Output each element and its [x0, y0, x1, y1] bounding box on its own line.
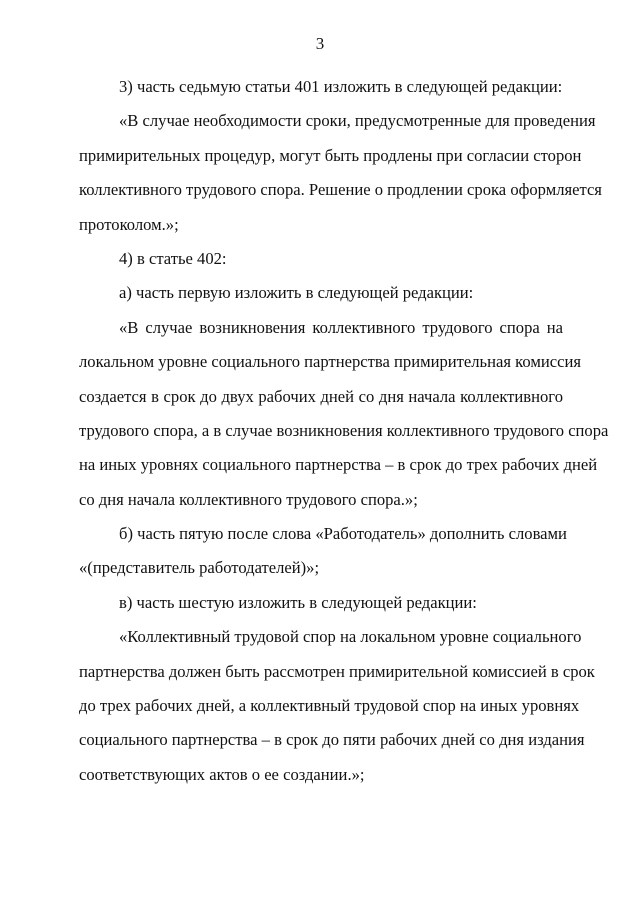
text-line: «Коллективный трудовой спор на локальном уровне социального: [119, 627, 582, 647]
text-line: партнерства должен быть рассмотрен примирительной комиссией в срок: [79, 661, 595, 681]
paragraph: [79, 586, 563, 620]
paragraph: [79, 620, 595, 792]
text-line: а) часть первую изложить в следующей редакции:: [119, 283, 474, 303]
paragraph: [79, 517, 567, 586]
text-line: примирительных процедур, могут быть продлены при согласии сторон: [79, 145, 582, 165]
paragraph: [79, 104, 602, 242]
text-line: социального партнерства – в срок до пяти рабочих дней со дня издания: [79, 730, 585, 750]
text-line: «В случае необходимости сроки, предусмотренные для проведения: [119, 111, 596, 131]
paragraph: [79, 276, 563, 310]
text-line: в) часть шестую изложить в следующей редакции:: [119, 592, 477, 612]
text-line: создается в срок до двух рабочих дней со дня начала коллективного: [79, 386, 563, 406]
paragraph: [79, 311, 609, 517]
text-line: «(представитель работодателей)»;: [79, 558, 320, 578]
paragraph: [79, 242, 563, 276]
text-line: со дня начала коллективного трудового спора.»;: [79, 489, 418, 509]
text-line: 3) часть седьмую статьи 401 изложить в следующей редакции:: [119, 77, 563, 96]
text-line: соответствующих актов о ее создании.»;: [79, 764, 365, 784]
document-body: [79, 70, 609, 792]
page-number: 3: [315, 34, 325, 53]
text-line: 4) в статье 402:: [119, 248, 227, 268]
text-line: до трех рабочих дней, а коллективный трудовой спор на иных уровнях: [79, 696, 580, 716]
text-line: локальном уровне социального партнерства примирительная комиссия: [79, 352, 581, 372]
text-line: трудового спора, а в случае возникновения коллективного трудового спора: [79, 420, 609, 440]
text-line: протоколом.»;: [79, 214, 179, 234]
paragraph: [79, 70, 563, 104]
text-line: «В случае возникновения коллективного трудового спора на: [119, 317, 563, 337]
text-line: на иных уровнях социального партнерства – в срок до трех рабочих дней: [79, 455, 598, 475]
text-line: коллективного трудового спора. Решение о продлении срока оформляется: [79, 180, 602, 200]
text-line: б) часть пятую после слова «Работодатель» дополнить словами: [119, 524, 567, 544]
